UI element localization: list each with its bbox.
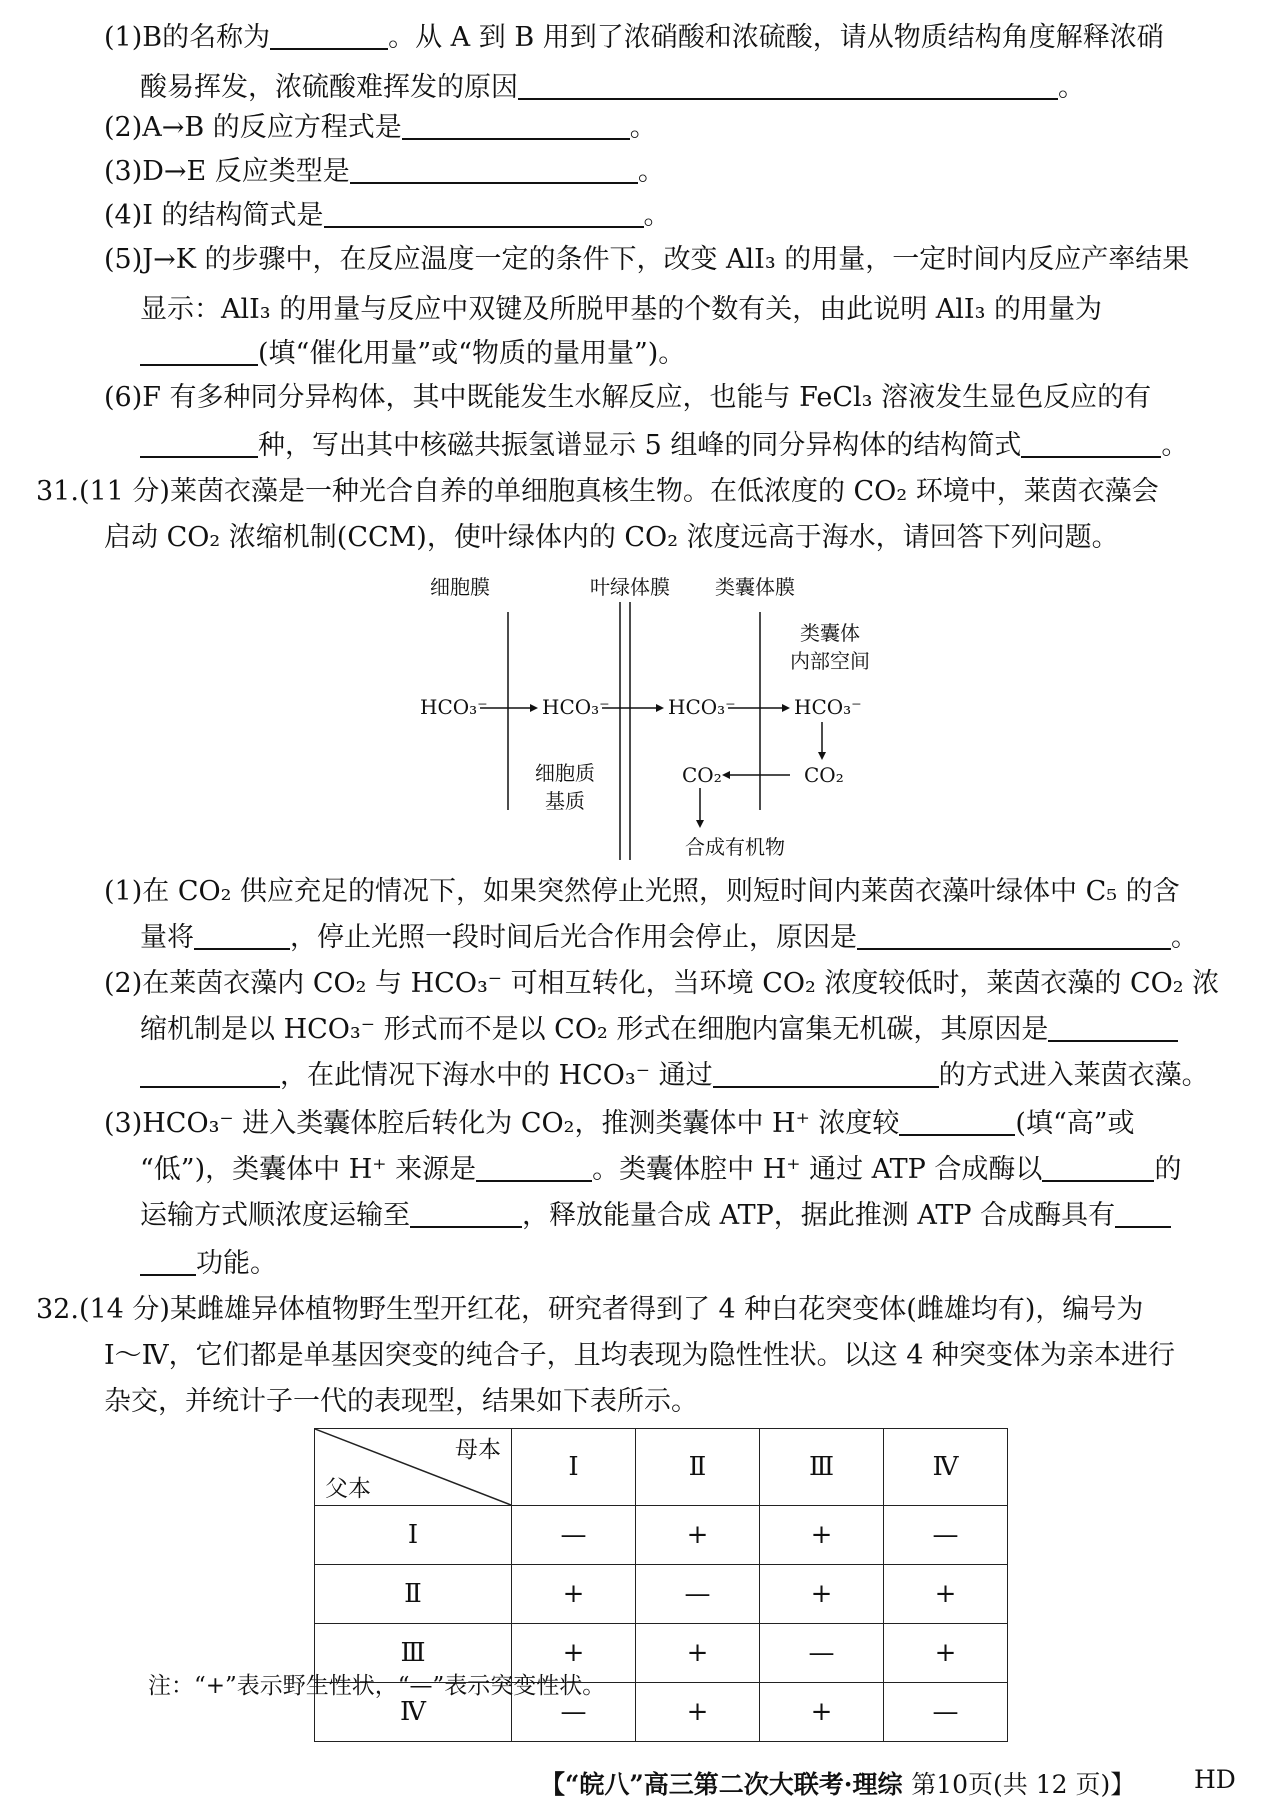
q30-l3b-text: 。 (629, 112, 657, 143)
q30-line-2 (140, 70, 1085, 106)
table-cell: — (512, 1506, 636, 1565)
q30-l3-text: (2)A→B 的反应方程式是 (104, 112, 402, 143)
table-note: 注：“+”表示野生性状，“—”表示突变性状。 (148, 1673, 606, 1699)
table-cell: + (884, 1565, 1008, 1624)
table-cell: + (760, 1565, 884, 1624)
q31-p3b-text: (填“高”或 (1015, 1108, 1135, 1139)
answer-blank[interactable] (140, 338, 258, 366)
q30-line-9: (6)F 有多种同分异构体，其中既能发生水解反应，也能与 FeCl₃ 溶液发生显色反应的有 (104, 382, 1152, 413)
table-cell: + (636, 1683, 760, 1742)
ccm-diagram (410, 570, 910, 860)
q30-l10a-text: 种，写出其中核磁共振氢谱显示 5 组峰的同分异构体的结构简式 (258, 430, 1022, 461)
q30-l2-text: 酸易挥发，浓硫酸难挥发的原因 (140, 72, 518, 103)
table-cell: + (760, 1683, 884, 1742)
q30-line-4 (104, 154, 665, 190)
table-cell: — (884, 1506, 1008, 1565)
answer-blank[interactable] (713, 1060, 939, 1088)
q31-p3f-text: 运输方式顺浓度运输至 (140, 1200, 410, 1231)
answer-blank[interactable] (1048, 1014, 1178, 1042)
footer-page: 第10页(共 12 页)】 (911, 1770, 1136, 1799)
co2-node-thylakoid: CO₂ (804, 763, 844, 787)
table-cell: — (760, 1624, 884, 1683)
q31-p3c-text: “低”)，类囊体中 H⁺ 来源是 (140, 1154, 477, 1185)
q31-p3h-text: 功能。 (196, 1248, 277, 1279)
label-thylakoid-space-2: 内部空间 (790, 649, 870, 673)
table-cell: + (512, 1565, 636, 1624)
q30-line-7: 显示：AlI₃ 的用量与反应中双键及所脱甲基的个数有关，由此说明 AlI₃ 的用量为 (140, 294, 1102, 325)
answer-blank[interactable] (410, 1200, 522, 1228)
q31-p3-line-1 (104, 1106, 1135, 1142)
answer-blank[interactable] (140, 1060, 280, 1088)
table-cell: + (760, 1506, 884, 1565)
q32-line-3: 杂交，并统计子一代的表现型，结果如下表所示。 (104, 1386, 698, 1417)
label-thylakoid-space-1: 类囊体 (800, 621, 860, 645)
q31-p1-line-1: (1)在 CO₂ 供应充足的情况下，如果突然停止光照，则短时间内莱茵衣藻叶绿体中 C₅ 的含 (104, 876, 1180, 907)
q30-l5-text: (4)I 的结构简式是 (104, 200, 324, 231)
answer-blank[interactable] (270, 22, 388, 50)
q30-l2b-text: 。 (1058, 72, 1085, 103)
col-header: Ⅳ (884, 1429, 1008, 1506)
label-stroma-2: 基质 (545, 789, 585, 813)
q31-p2c-text: ，在此情况下海水中的 HCO₃⁻ 通过 (280, 1060, 713, 1091)
answer-blank[interactable] (1021, 430, 1161, 458)
q32-line-1: 32.(14 分)某雌雄异体植物野生型开红花，研究者得到了 4 种白花突变体(雌雄均有)，编号为 (36, 1294, 1144, 1325)
col-header: Ⅰ (512, 1429, 636, 1506)
q31-p1-line-2 (140, 920, 1198, 956)
q31-p1d-text: 。 (1171, 922, 1198, 953)
answer-blank[interactable] (1042, 1154, 1154, 1182)
answer-blank[interactable] (476, 1154, 592, 1182)
answer-blank[interactable] (402, 112, 630, 140)
answer-blank[interactable] (140, 1248, 196, 1276)
q31-p3e-text: 的 (1154, 1154, 1182, 1185)
q31-p3g-text: ，释放能量合成 ATP，据此推测 ATP 合成酶具有 (522, 1200, 1116, 1231)
q31-p1b-text: 量将 (140, 922, 194, 953)
co2-node-stroma: CO₂ (682, 763, 722, 787)
q30-l10b-text: 。 (1161, 430, 1189, 461)
table-corner-cell (315, 1429, 512, 1506)
q31-p2-line-1: (2)在莱茵衣藻内 CO₂ 与 HCO₃⁻ 可相互转化，当环境 CO₂ 浓度较低时，莱茵衣藻的 CO₂ 浓 (104, 968, 1220, 999)
corner-top-label: 母本 (455, 1437, 501, 1463)
row-header: Ⅰ (315, 1506, 512, 1565)
label-chloroplast-membrane: 叶绿体膜 (590, 575, 670, 599)
answer-blank[interactable] (350, 156, 638, 184)
q31-line-2: 启动 CO₂ 浓缩机制(CCM)，使叶绿体内的 CO₂ 浓度远高于海水，请回答下列问题。 (104, 522, 1119, 553)
q31-p3a-text: (3)HCO₃⁻ 进入类囊体腔后转化为 CO₂，推测类囊体中 H⁺ 浓度较 (104, 1108, 900, 1139)
row-header: Ⅳ (315, 1683, 512, 1742)
col-header: Ⅲ (760, 1429, 884, 1506)
hco3-node-1: HCO₃⁻ (420, 695, 488, 719)
hco3-node-3: HCO₃⁻ (668, 695, 736, 719)
q30-line-8 (140, 336, 685, 372)
table-header-row (315, 1429, 1008, 1506)
row-header: Ⅱ (315, 1565, 512, 1624)
label-cell-membrane: 细胞膜 (430, 575, 490, 599)
table-cell: + (636, 1506, 760, 1565)
table-cell: + (512, 1624, 636, 1683)
table-row (315, 1565, 1008, 1624)
q32-line-2: Ⅰ～Ⅳ，它们都是单基因突变的纯合子，且均表现为隐性性状。以这 4 种突变体为亲本进行 (104, 1340, 1175, 1371)
q30-line-10 (140, 428, 1188, 464)
q31-p2-line-2 (140, 1012, 1178, 1048)
footer-code: HD (1194, 1765, 1236, 1794)
table-cell: — (512, 1683, 636, 1742)
corner-bottom-label: 父本 (325, 1476, 371, 1502)
q31-line-1: 31.(11 分)莱茵衣藻是一种光合自养的单细胞真核生物。在低浓度的 CO₂ 环境中，莱茵衣藻会 (36, 476, 1159, 507)
label-stroma-1: 细胞质 (535, 761, 595, 785)
q30-l1-text: (1)B的名称为 (104, 22, 271, 53)
q30-line-1 (104, 20, 1164, 56)
q31-p3-line-4 (140, 1246, 277, 1282)
answer-blank[interactable] (518, 72, 1058, 100)
q30-l4b-text: 。 (637, 156, 665, 187)
q30-l1b-text: 。从 A 到 B 用到了浓硝酸和浓硫酸，请从物质结构角度解释浓硝 (388, 22, 1164, 53)
q31-p1c-text: ，停止光照一段时间后光合作用会停止，原因是 (290, 922, 857, 953)
label-thylakoid-membrane: 类囊体膜 (715, 575, 795, 599)
q31-p3-line-3 (140, 1198, 1171, 1234)
q30-line-6: (5)J→K 的步骤中，在反应温度一定的条件下，改变 AlI₃ 的用量，一定时间内反应产率结果 (104, 244, 1190, 275)
page-footer (540, 1765, 1135, 1801)
table-cell: — (884, 1683, 1008, 1742)
col-header: Ⅱ (636, 1429, 760, 1506)
q31-p2d-text: 的方式进入莱茵衣藻。 (938, 1060, 1209, 1091)
q30-l4-text: (3)D→E 反应类型是 (104, 156, 350, 187)
table-row (315, 1506, 1008, 1565)
answer-blank[interactable] (899, 1108, 1015, 1136)
answer-blank[interactable] (194, 922, 290, 950)
answer-blank[interactable] (324, 200, 644, 228)
table-cell: + (884, 1624, 1008, 1683)
footer-title: 【“皖八”高三第二次大联考·理综 (540, 1770, 903, 1799)
table-cell: — (636, 1565, 760, 1624)
answer-blank[interactable] (140, 430, 258, 458)
q30-l5b-text: 。 (643, 200, 671, 231)
table-cell: + (636, 1624, 760, 1683)
row-header: Ⅲ (315, 1624, 512, 1683)
answer-blank[interactable] (857, 922, 1171, 950)
hco3-node-4: HCO₃⁻ (794, 695, 862, 719)
q30-line-3 (104, 110, 657, 146)
hco3-node-2: HCO₃⁻ (542, 695, 610, 719)
q31-p3-line-2 (140, 1152, 1181, 1188)
label-synthesis: 合成有机物 (685, 835, 785, 859)
q31-p2-line-3 (140, 1058, 1209, 1094)
q30-l8-text: (填“催化用量”或“物质的量用量”)。 (258, 338, 686, 369)
answer-blank[interactable] (1115, 1200, 1171, 1228)
q31-p3d-text: 。类囊体腔中 H⁺ 通过 ATP 合成酶以 (592, 1154, 1043, 1185)
q30-line-5 (104, 198, 671, 234)
q31-p2b-text: 缩机制是以 HCO₃⁻ 形式而不是以 CO₂ 形式在细胞内富集无机碳，其原因是 (140, 1014, 1049, 1045)
